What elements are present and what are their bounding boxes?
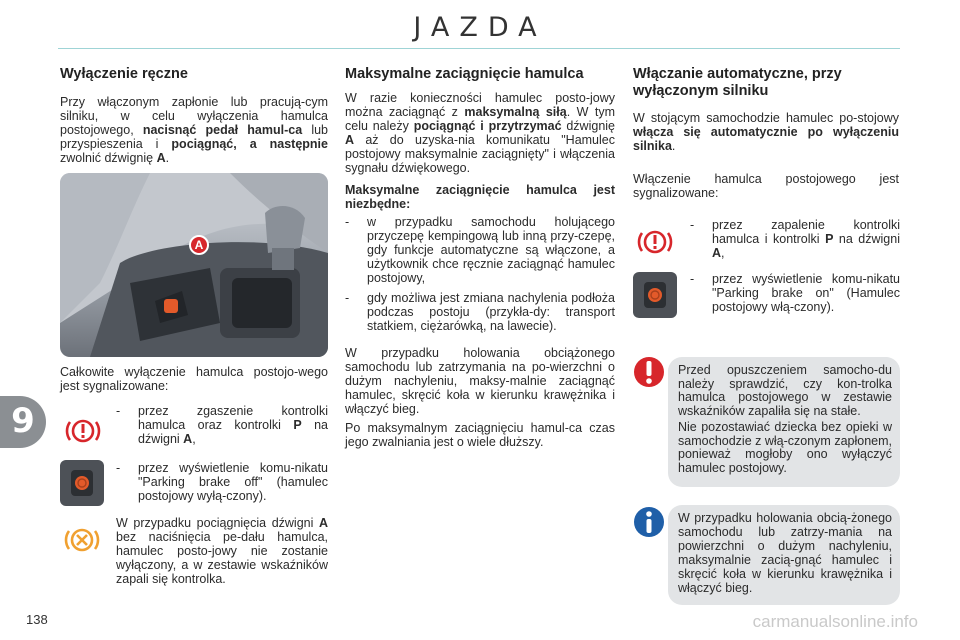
parking-brake-photo [60, 173, 328, 357]
signal-text: Całkowite wyłączenie hamulca postojo-wego jest sygnalizowane: [60, 365, 328, 393]
maximum-apply-bullet-2: - gdy możliwa jest zmiana nachylenia podłoża podczas postoju (przykła-dy: transport statkiem, ciężarówką, na lawecie). [345, 291, 615, 333]
automatic-apply-text: W stojącym samochodzie hamulec po-stojowy włącza się automatycznie po wyłączeniu silnika. [633, 111, 899, 153]
towing-text: W przypadku holowania obciążonego samochodu lub zatrzymania na po-wierzchni o dużym nachyleniu, maksy-malnie zaciągnąć hamulec, skręcić koła w kierunku krawężnika i włączyć bieg. [345, 346, 615, 416]
maximum-apply-bullet-1: - w przypadku samochodu holującego przyczepę kempingową lub inną przy-czepę, gdy funkcje automatyczne są włączone, a użytkownik chce ręcznie zaciągnąć hamulec postojowy, [345, 215, 615, 285]
manual-release-item-1: - przez zgaszenie kontrolki hamulca oraz kontrolki P na dźwigni A, [116, 404, 328, 446]
manual-release-signal [60, 365, 328, 393]
p-button-led [164, 299, 178, 313]
manual-release-item-3: W przypadku pociągnięcia dźwigni A bez naciśnięcia pe-dału hamulca, hamulec posto-jowy nie zostanie wyłączony, a w zestawie wskaźników zapali się kontrolka. [116, 516, 328, 586]
info-icon [633, 504, 665, 540]
warning-text-1: Przed opuszczeniem samocho-du należy sprawdzić, czy kon-trolka hamulca postojowego w zestawie wskaźników zapaliła się na stałe. [678, 363, 892, 418]
column-maximum-apply [345, 66, 615, 449]
release-time-text: Po maksymalnym zaciągnięciu hamul-ca czas jego zwalniania jest o wiele dłuższy. [345, 421, 615, 449]
column-manual-release [60, 66, 328, 165]
page-title: JAZDA [413, 12, 547, 43]
heading-maximum-apply: Maksymalne zaciągnięcie hamulca [345, 66, 584, 82]
column-automatic-apply [633, 66, 899, 200]
automatic-signal-text: Włączenie hamulca postojowego jest sygnalizowane: [633, 172, 899, 200]
automatic-item-1: - przez zapalenie kontrolki hamulca i kontrolki P na dźwigni A, [690, 218, 900, 260]
brake-warning-icon [62, 412, 104, 450]
heading-manual-release: Wyłączenie ręczne [60, 66, 188, 82]
console-illustration [60, 173, 328, 357]
warning-text-2: Nie pozostawiać dziecka bez opieki w samochodzie z włą-czonym zapłonem, ponieważ mogłoby ono wyłączyć hamulec postojowy. [678, 420, 892, 475]
exclamation-warning-icon [633, 354, 665, 392]
service-warning-icon [60, 522, 104, 558]
info-box [668, 505, 900, 605]
manual-release-item-2: - przez wyświetlenie komu-nikatu "Parking brake off" (hamulec postojowy wyłą-czony). [116, 461, 328, 503]
maximum-apply-text: W razie konieczności hamulec posto-jowy można zaciągnąć z maksymalną siłą. W tym celu należy pociągnąć i przytrzymać dźwignię A aż do uzyska-nia komunikatu "Hamulec postojowy maksymalnie zaciągnięty" i włączenia sygnału dźwiękowego. [345, 91, 615, 175]
p-button-icon [60, 460, 104, 506]
p-button-on-icon [633, 272, 677, 318]
maximum-apply-subheading: Maksymalne zaciągnięcie hamulca jest niezbędne: [345, 183, 615, 211]
warning-box [668, 357, 900, 487]
chapter-number: 9 [11, 401, 35, 441]
page-number: 138 [26, 612, 48, 627]
info-text: W przypadku holowania obcią-żonego samochodu lub zatrzy-mania na powierzchni o dużym nachyleniu, maksymalnie zacią-gnąć hamulec i skręcić koła w kierunku krawężnika i włączyć bieg. [678, 511, 892, 595]
heading-automatic-apply: Włączanie automatyczne, przy wyłączonym silniku [633, 66, 842, 99]
brake-on-icon [634, 224, 676, 260]
manual-release-intro: Przy włączonym zapłonie lub pracują-cym silniku, w celu wyłączenia hamulca postojowego, nacisnąć pedał hamul-ca lub przyspieszenia i pociągnąć, a następnie zwolnić dźwignię A. [60, 95, 328, 165]
callout-a: A [189, 235, 209, 255]
automatic-item-2: - przez wyświetlenie komu-nikatu "Parking brake on" (Hamulec postojowy włą-czony). [690, 272, 900, 314]
watermark: carmanualsonline.info [752, 612, 918, 631]
title-rule [58, 48, 900, 49]
